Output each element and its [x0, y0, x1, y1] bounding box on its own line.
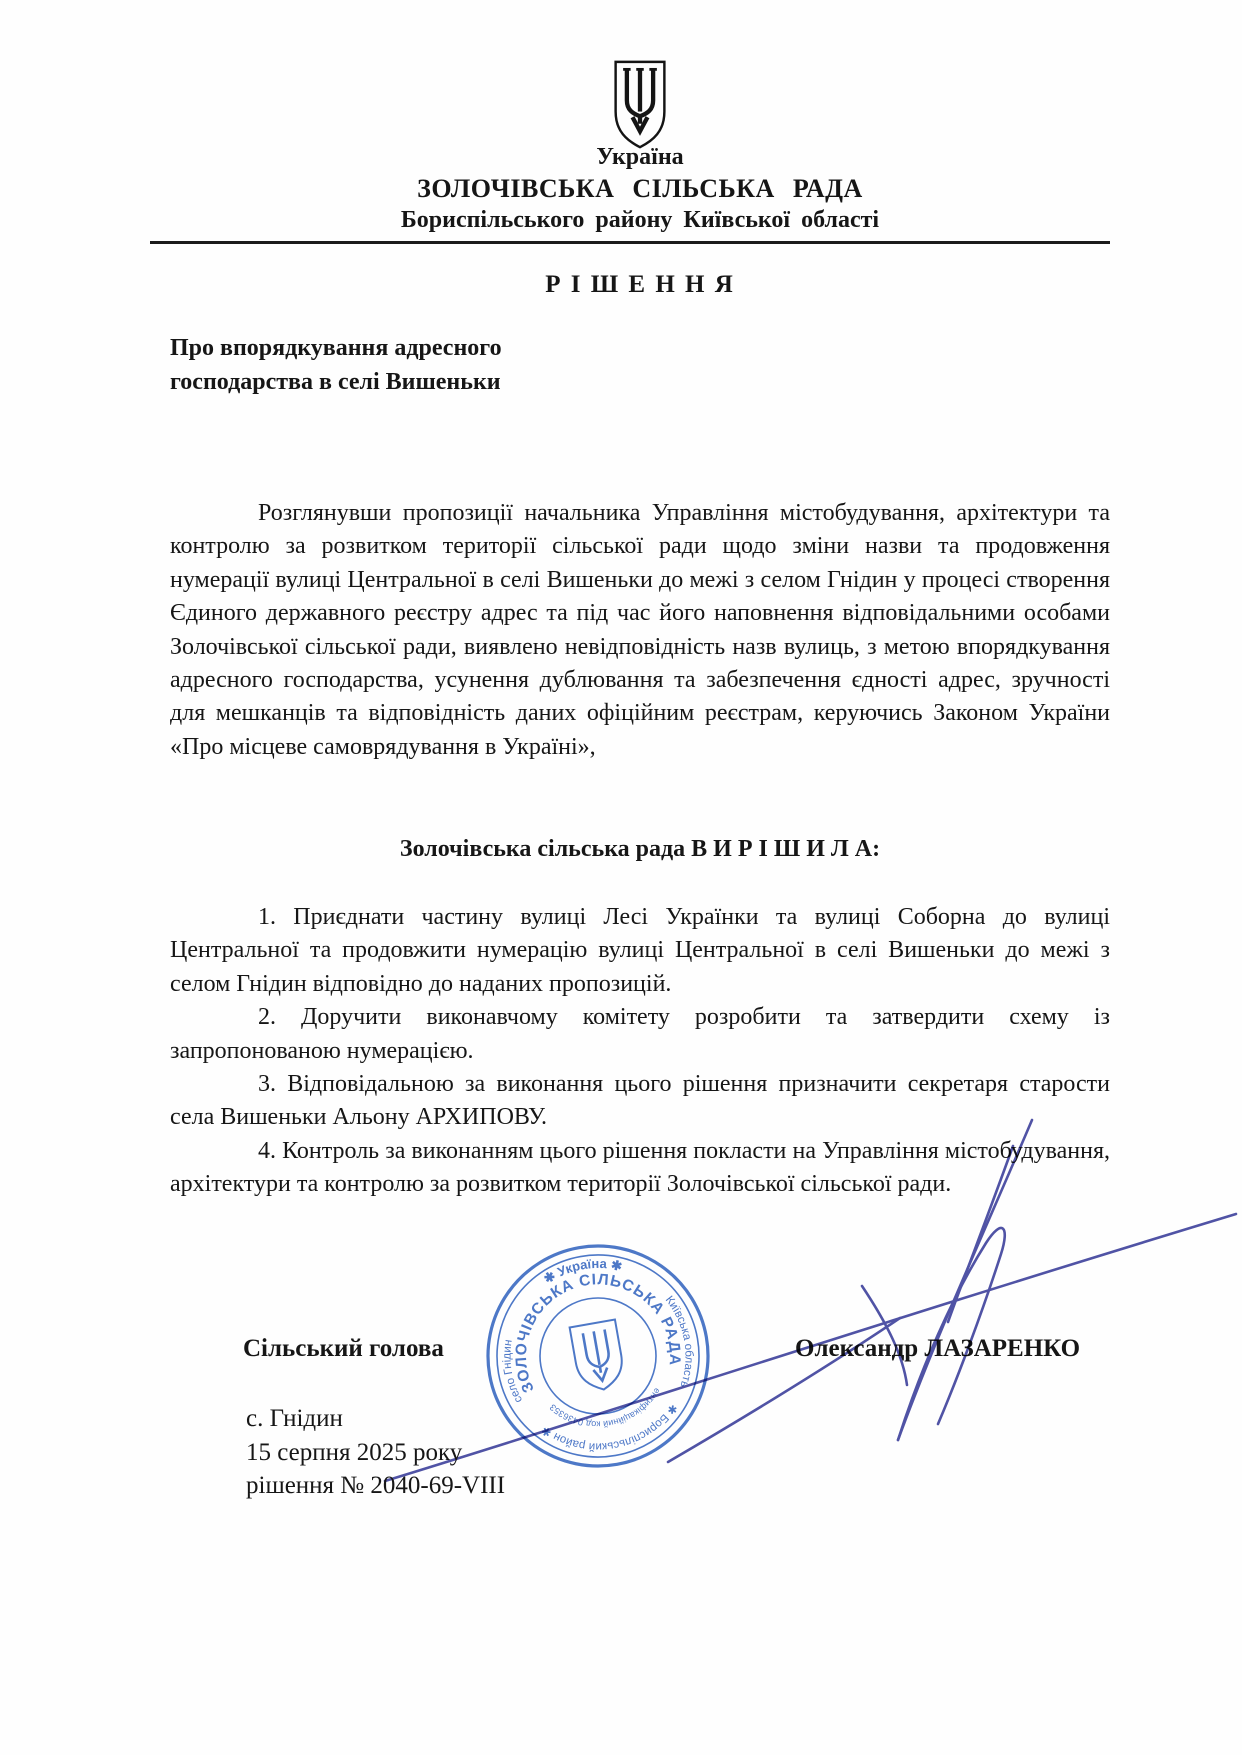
svg-text:ЗОЛОЧІВСЬКА СІЛЬСЬКА РАДА: [499, 1258, 686, 1396]
resolution-items: [170, 901, 1110, 1202]
subject-line-1: Про впорядкування адресного: [170, 335, 502, 361]
resolution-item-2: 2. Доручити виконавчому комітету розробити та затвердити схему із запропонованою нумерацією.: [170, 1004, 1110, 1064]
district-line: Бориспільського району Київської області: [400, 207, 880, 233]
country-name: Україна: [596, 144, 684, 170]
resolution-item-3: 3. Відповідальною за виконання цього рішення призначити секретаря старости села Вишеньки Альону АРХИПОВУ.: [170, 1071, 1110, 1131]
resolution-item-4: 4. Контроль за виконанням цього рішення покласти на Управління містобудування, архітектури та контролю за розвитком території Золочівської сільської ради.: [170, 1137, 1110, 1198]
header-divider: [150, 241, 1110, 244]
stamp-trident-icon: [570, 1320, 627, 1394]
document-type-heading: Р І Ш Е Н Н Я: [545, 271, 735, 298]
stamp-village-arc: село Гнідин: [501, 1338, 526, 1405]
footer-number: рішення № 2040-69-VIII: [246, 1472, 506, 1499]
subject-block: [170, 331, 502, 399]
stamp-country-arc: ✱ Україна ✱: [540, 1255, 624, 1287]
footer-block: [246, 1402, 505, 1503]
stamp-region-arc: Київська область: [662, 1294, 695, 1389]
signatory-title: Сільський голова: [243, 1335, 444, 1362]
footer-place: с. Гнідин: [246, 1405, 343, 1432]
preamble-paragraph: Розглянувши пропозиції начальника Управління містобудування, архітектури та контролю за розвитком території сільської ради щодо зміни назви та продовження нумерації вулиці Центральної в селі Вишеньки до межі з селом Гнідин у процесі створення Єдиного державного реєстру адрес та під час його наповнення відповідальними особами Золочівської сільської ради, виявлено невідповідність назв вулиць, з метою впорядкування адресного господарства, усунення дублювання та забезпечення єдності адрес, зручності для мешканців та відповідність даних офіційним реєстрам, керуючись Законом України «Про місцеве самоврядування в Україні»,: [170, 500, 1110, 760]
stamp-district-arc: ✱ Бориспільський район ✱: [539, 1401, 680, 1453]
resolution-item-1: 1. Приєднати частину вулиці Лесі Українки та вулиці Соборна до вулиці Центральної та продовжити нумерацію вулиці Центральної в селі Вишеньки до межі з селом Гнідин відповідно до наданих пропозицій.: [170, 904, 1110, 997]
stamp-council-ring: ЗОЛОЧІВСЬКА СІЛЬСЬКА РАДА: [512, 1271, 684, 1395]
subject-line-2: господарства в селі Вишеньки: [170, 369, 501, 395]
council-name: ЗОЛОЧІВСЬКА СІЛЬСЬКА РАДА: [417, 174, 863, 203]
signatory-name: Олександр ЛАЗАРЕНКО: [795, 1335, 1081, 1362]
resolution-heading: Золочівська сільська рада В И Р І Ш И Л А:: [399, 836, 881, 862]
coat-of-arms-trident-icon: [610, 57, 670, 153]
official-round-stamp: [478, 1236, 718, 1476]
stamp-code-arc: ідентифікаційний код 04363538: [547, 1347, 663, 1430]
footer-date: 15 серпня 2025 року: [246, 1438, 463, 1466]
